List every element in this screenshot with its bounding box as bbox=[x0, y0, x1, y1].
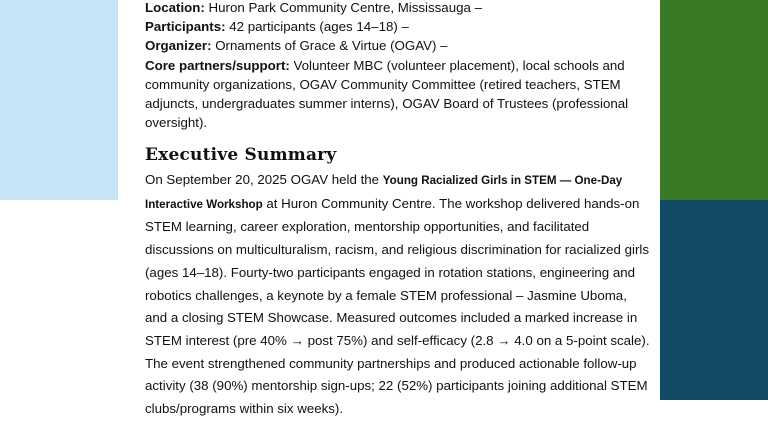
event-name: Young Racialized Girls in STEM — One-Day Interactive Workshop bbox=[145, 174, 623, 211]
event-details bbox=[145, 0, 650, 132]
organizer-value: Ornaments of Grace & Virtue (OGAV) – bbox=[215, 38, 448, 54]
organizer-label: Organizer: bbox=[145, 38, 212, 54]
partners-line bbox=[145, 56, 650, 133]
document-page bbox=[145, 0, 650, 417]
summary-intro: On September 20, 2025 OGAV held the bbox=[145, 172, 380, 187]
location-line bbox=[145, 0, 650, 17]
partners-value: Volunteer MBC (volunteer placement), local schools and community organizations, OGAV Community Committee (retired teachers, STEM adjuncts, undergraduates summer interns), OGAV Board of Trustees (professional oversight). bbox=[145, 57, 629, 131]
organizer-line bbox=[145, 36, 650, 55]
section-heading: Executive Summary bbox=[145, 145, 337, 165]
location-value: Huron Park Community Centre, Mississauga – bbox=[208, 0, 482, 15]
location-label: Location: bbox=[145, 0, 205, 15]
right-top-color-band bbox=[660, 0, 768, 200]
participants-value: 42 participants (ages 14–18) – bbox=[229, 19, 409, 35]
summary-paragraph bbox=[145, 169, 650, 421]
participants-label: Participants: bbox=[145, 19, 226, 35]
left-color-band bbox=[0, 0, 118, 200]
participants-line bbox=[145, 17, 650, 36]
right-bottom-color-band bbox=[660, 200, 768, 400]
partners-label: Core partners/support: bbox=[145, 57, 290, 73]
summary-body: at Huron Community Centre. The workshop delivered hands-on STEM learning, career exploration, mentorship opportunities, and facilitated discussions on multiculturalism, racism, and religious discrimination for racialized girls (ages 14–18). Fourty-two participants engaged in rotation stations, engineering and robotics challenges, a keynote by a female STEM professional – Jasmine Uboma, and a closing STEM Showcase. Measured outcomes included a marked increase in STEM interest (pre 40% → post 75%) and self-efficacy (2.8 → 4.0 on a 5-point scale). The event strengthened community partnerships and produced actionable follow-up activity (38 (90%) mentorship sign-ups; 22 (52%) participants joining additional STEM clubs/programs within six weeks). bbox=[145, 195, 650, 417]
